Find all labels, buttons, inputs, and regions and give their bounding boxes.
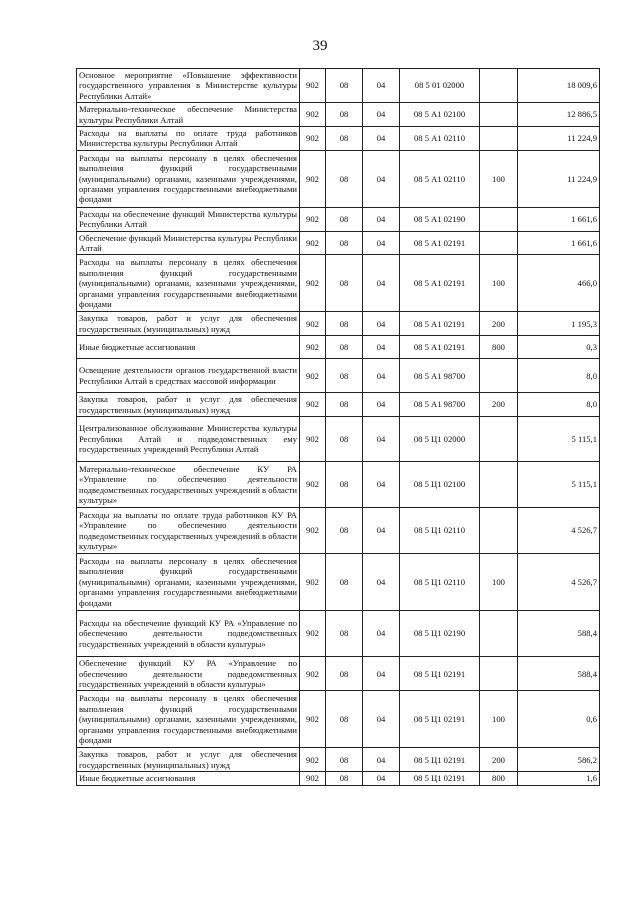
row-pr-cell: 04 (363, 772, 400, 786)
row-rz-cell: 08 (326, 207, 363, 231)
row-csr-cell: 08 5 А1 02191 (400, 312, 480, 336)
row-rz-cell: 08 (326, 336, 363, 359)
row-rz-cell: 08 (326, 508, 363, 554)
row-pr-cell: 04 (363, 691, 400, 748)
row-gr-cell: 902 (300, 554, 326, 611)
row-gr-cell: 902 (300, 462, 326, 508)
row-pr-cell: 04 (363, 462, 400, 508)
row-gr-cell: 902 (300, 336, 326, 359)
row-pr-cell: 04 (363, 312, 400, 336)
row-sum-cell: 4 526,7 (518, 508, 600, 554)
row-name-cell: Расходы на выплаты персоналу в целях обеспечения выполнения функций государственными (муниципальными) органами, казенными учреждениями, органами управления государственными внебюджетными фондами (77, 150, 300, 207)
row-csr-cell: 08 5 А1 02110 (400, 127, 480, 151)
row-csr-cell: 08 5 А1 02191 (400, 231, 480, 255)
row-pr-cell: 04 (363, 69, 400, 103)
row-csr-cell: 08 5 А1 02191 (400, 255, 480, 312)
row-vr-cell (480, 103, 518, 127)
table-row (77, 657, 600, 691)
table-row (77, 255, 600, 312)
row-rz-cell: 08 (326, 772, 363, 786)
row-pr-cell: 04 (363, 748, 400, 772)
row-pr-cell: 04 (363, 508, 400, 554)
row-csr-cell: 08 5 Ц1 02191 (400, 772, 480, 786)
row-name-cell: Расходы на выплаты персоналу в целях обеспечения выполнения функций государственными (муниципальными) органами, казенными учреждениями, органами управления государственными внебюджетными фондами (77, 691, 300, 748)
row-name-cell: Иные бюджетные ассигнования (77, 336, 300, 359)
table-row (77, 103, 600, 127)
row-sum-cell: 11 224,9 (518, 127, 600, 151)
row-gr-cell: 902 (300, 103, 326, 127)
row-sum-cell: 5 115,1 (518, 417, 600, 462)
row-csr-cell: 08 5 Ц1 02110 (400, 554, 480, 611)
row-csr-cell: 08 5 Ц1 02191 (400, 691, 480, 748)
row-rz-cell: 08 (326, 462, 363, 508)
row-vr-cell (480, 611, 518, 657)
row-gr-cell: 902 (300, 359, 326, 393)
row-vr-cell (480, 417, 518, 462)
row-sum-cell: 12 886,5 (518, 103, 600, 127)
row-sum-cell: 18 009,6 (518, 69, 600, 103)
row-rz-cell: 08 (326, 657, 363, 691)
row-vr-cell: 100 (480, 554, 518, 611)
row-name-cell: Основное мероприятие «Повышение эффективности государственного управления в Министерстве культуры Республики Алтай» (77, 69, 300, 103)
row-pr-cell: 04 (363, 554, 400, 611)
row-sum-cell: 4 526,7 (518, 554, 600, 611)
row-rz-cell: 08 (326, 312, 363, 336)
row-gr-cell: 902 (300, 255, 326, 312)
row-name-cell: Расходы на обеспечение функций КУ РА «Управление по обеспечению деятельности подведомственных государственных учреждений в области культуры» (77, 611, 300, 657)
row-gr-cell: 902 (300, 508, 326, 554)
row-rz-cell: 08 (326, 127, 363, 151)
row-sum-cell: 1 661,6 (518, 231, 600, 255)
row-name-cell: Иные бюджетные ассигнования (77, 772, 300, 786)
table-row (77, 312, 600, 336)
table-row (77, 417, 600, 462)
row-pr-cell: 04 (363, 393, 400, 417)
row-vr-cell: 800 (480, 772, 518, 786)
row-sum-cell: 588,4 (518, 657, 600, 691)
table-row (77, 691, 600, 748)
row-name-cell: Материально-техническое обеспечение Министерства культуры Республики Алтай (77, 103, 300, 127)
row-vr-cell (480, 657, 518, 691)
row-vr-cell (480, 69, 518, 103)
row-pr-cell: 04 (363, 207, 400, 231)
row-csr-cell: 08 5 А1 98700 (400, 393, 480, 417)
table-row (77, 150, 600, 207)
row-name-cell: Расходы на выплаты по оплате труда работников Министерства культуры Республики Алтай (77, 127, 300, 151)
row-gr-cell: 902 (300, 207, 326, 231)
row-gr-cell: 902 (300, 150, 326, 207)
row-vr-cell: 200 (480, 393, 518, 417)
row-rz-cell: 08 (326, 748, 363, 772)
row-rz-cell: 08 (326, 611, 363, 657)
row-pr-cell: 04 (363, 417, 400, 462)
row-vr-cell (480, 127, 518, 151)
row-csr-cell: 08 5 Ц1 02000 (400, 417, 480, 462)
table-row (77, 508, 600, 554)
row-gr-cell: 902 (300, 748, 326, 772)
row-vr-cell (480, 359, 518, 393)
row-gr-cell: 902 (300, 611, 326, 657)
row-rz-cell: 08 (326, 554, 363, 611)
row-vr-cell: 200 (480, 312, 518, 336)
row-name-cell: Расходы на выплаты по оплате труда работников КУ РА «Управление по обеспечению деятельности подведомственных государственных учреждений в области культуры» (77, 508, 300, 554)
row-csr-cell: 08 5 Ц1 02100 (400, 462, 480, 508)
row-rz-cell: 08 (326, 255, 363, 312)
row-name-cell: Закупка товаров, работ и услуг для обеспечения государственных (муниципальных) нужд (77, 748, 300, 772)
row-gr-cell: 902 (300, 127, 326, 151)
row-vr-cell: 800 (480, 336, 518, 359)
row-gr-cell: 902 (300, 691, 326, 748)
row-sum-cell: 0,6 (518, 691, 600, 748)
row-sum-cell: 466,0 (518, 255, 600, 312)
row-vr-cell: 100 (480, 255, 518, 312)
row-vr-cell (480, 462, 518, 508)
table-row (77, 207, 600, 231)
row-pr-cell: 04 (363, 359, 400, 393)
row-sum-cell: 1,6 (518, 772, 600, 786)
row-sum-cell: 586,2 (518, 748, 600, 772)
row-name-cell: Расходы на выплаты персоналу в целях обеспечения выполнения функций государственными (муниципальными) органами, казенными учреждениями, органами управления государственными внебюджетными фондами (77, 554, 300, 611)
row-vr-cell (480, 508, 518, 554)
row-name-cell: Централизованное обслуживание Министерства культуры Республики Алтай и подведомственных ему государственных учреждений Республики Алтай (77, 417, 300, 462)
row-sum-cell: 0,3 (518, 336, 600, 359)
row-pr-cell: 04 (363, 127, 400, 151)
row-csr-cell: 08 5 А1 02191 (400, 336, 480, 359)
row-csr-cell: 08 5 А1 02100 (400, 103, 480, 127)
row-name-cell: Освещение деятельности органов государственной власти Республики Алтай в средствах массовой информации (77, 359, 300, 393)
row-gr-cell: 902 (300, 231, 326, 255)
row-csr-cell: 08 5 Ц1 02191 (400, 748, 480, 772)
row-gr-cell: 902 (300, 69, 326, 103)
row-pr-cell: 04 (363, 150, 400, 207)
row-name-cell: Закупка товаров, работ и услуг для обеспечения государственных (муниципальных) нужд (77, 393, 300, 417)
row-rz-cell: 08 (326, 393, 363, 417)
row-vr-cell: 200 (480, 748, 518, 772)
row-sum-cell: 8,0 (518, 359, 600, 393)
row-csr-cell: 08 5 Ц1 02110 (400, 508, 480, 554)
table-row (77, 611, 600, 657)
budget-table-body (77, 69, 600, 786)
table-row (77, 127, 600, 151)
row-csr-cell: 08 5 А1 02190 (400, 207, 480, 231)
row-rz-cell: 08 (326, 150, 363, 207)
table-row (77, 393, 600, 417)
row-rz-cell: 08 (326, 417, 363, 462)
row-csr-cell: 08 5 А1 02110 (400, 150, 480, 207)
row-sum-cell: 5 115,1 (518, 462, 600, 508)
row-pr-cell: 04 (363, 103, 400, 127)
row-gr-cell: 902 (300, 312, 326, 336)
row-sum-cell: 588,4 (518, 611, 600, 657)
row-vr-cell (480, 231, 518, 255)
row-csr-cell: 08 5 Ц1 02191 (400, 657, 480, 691)
row-csr-cell: 08 5 А1 98700 (400, 359, 480, 393)
row-gr-cell: 902 (300, 417, 326, 462)
table-row (77, 772, 600, 786)
row-sum-cell: 11 224,9 (518, 150, 600, 207)
table-row (77, 554, 600, 611)
table-row (77, 359, 600, 393)
row-csr-cell: 08 5 Ц1 02190 (400, 611, 480, 657)
row-csr-cell: 08 5 01 02000 (400, 69, 480, 103)
row-rz-cell: 08 (326, 231, 363, 255)
row-vr-cell: 100 (480, 150, 518, 207)
row-pr-cell: 04 (363, 611, 400, 657)
row-name-cell: Расходы на выплаты персоналу в целях обеспечения выполнения функций государственными (муниципальными) органами, казенными учреждениями, органами управления государственными внебюджетными фондами (77, 255, 300, 312)
row-name-cell: Обеспечение функций КУ РА «Управление по обеспечению деятельности подведомственных государственных учреждений в области культуры» (77, 657, 300, 691)
table-row (77, 462, 600, 508)
row-rz-cell: 08 (326, 691, 363, 748)
row-sum-cell: 8,0 (518, 393, 600, 417)
row-pr-cell: 04 (363, 255, 400, 312)
row-rz-cell: 08 (326, 103, 363, 127)
page-number: 39 (312, 38, 328, 54)
row-pr-cell: 04 (363, 336, 400, 359)
row-pr-cell: 04 (363, 231, 400, 255)
row-rz-cell: 08 (326, 359, 363, 393)
row-name-cell: Материально-техническое обеспечение КУ РА «Управление по обеспечению деятельности подведомственных государственных учреждений в области культуры» (77, 462, 300, 508)
budget-table (76, 68, 600, 786)
row-rz-cell: 08 (326, 69, 363, 103)
row-gr-cell: 902 (300, 657, 326, 691)
table-row (77, 69, 600, 103)
row-sum-cell: 1 195,3 (518, 312, 600, 336)
row-gr-cell: 902 (300, 772, 326, 786)
row-vr-cell: 100 (480, 691, 518, 748)
row-pr-cell: 04 (363, 657, 400, 691)
row-vr-cell (480, 207, 518, 231)
row-name-cell: Расходы на обеспечение функций Министерства культуры Республики Алтай (77, 207, 300, 231)
row-name-cell: Обеспечение функций Министерства культуры Республики Алтай (77, 231, 300, 255)
row-name-cell: Закупка товаров, работ и услуг для обеспечения государственных (муниципальных) нужд (77, 312, 300, 336)
table-row (77, 336, 600, 359)
table-row (77, 748, 600, 772)
row-sum-cell: 1 661,6 (518, 207, 600, 231)
row-gr-cell: 902 (300, 393, 326, 417)
table-row (77, 231, 600, 255)
